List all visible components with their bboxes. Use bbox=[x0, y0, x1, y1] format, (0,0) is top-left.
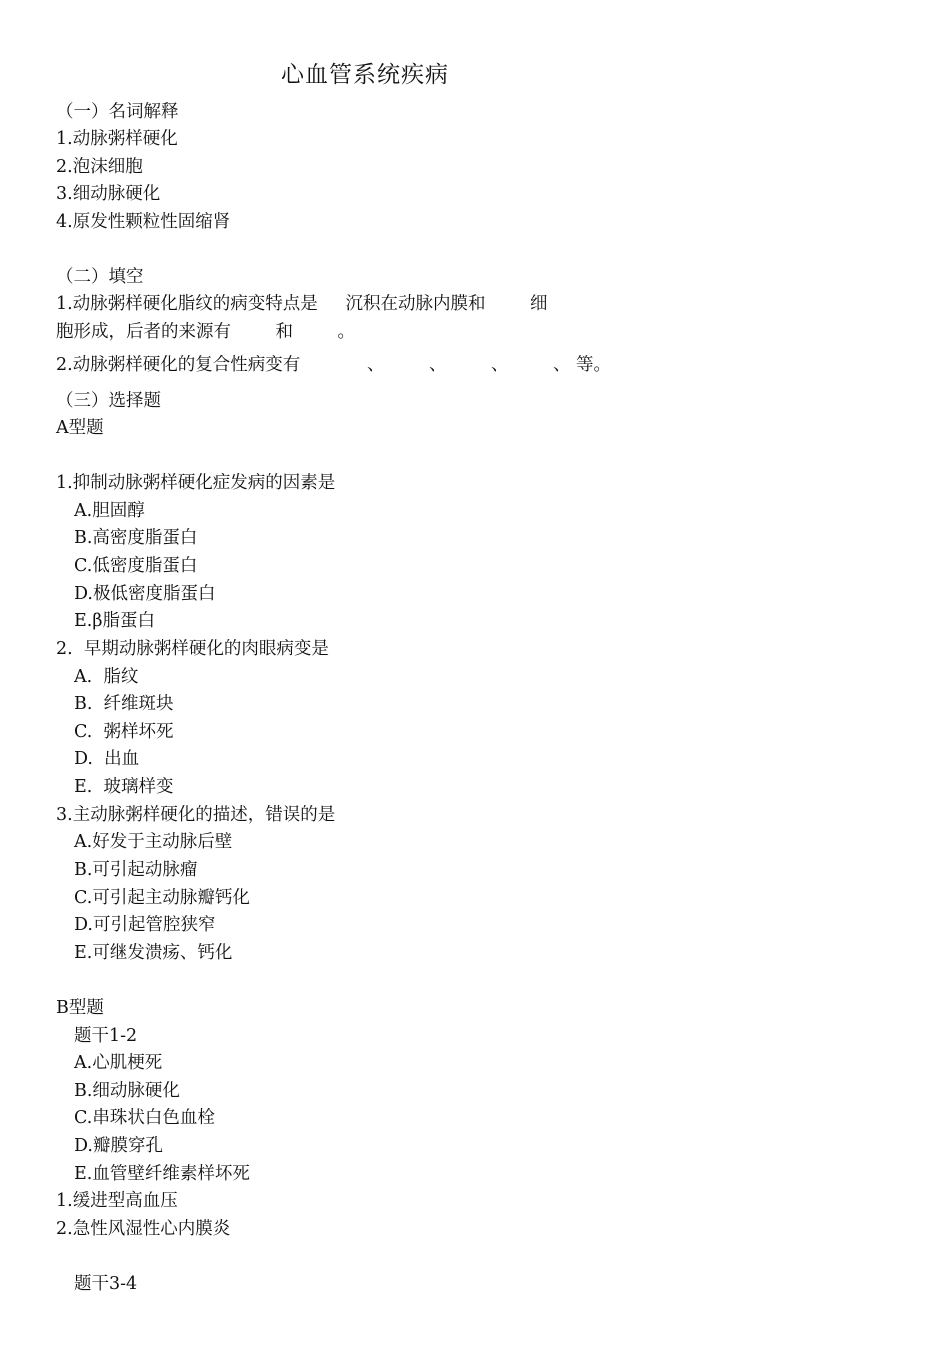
type-b-heading: B型题 bbox=[56, 998, 104, 1018]
question-stem: 3.主动脉粥样硬化的描述，错误的是 bbox=[56, 805, 336, 825]
answer-option: D. 出血 bbox=[74, 749, 140, 769]
term-item: 3.细动脉硬化 bbox=[56, 184, 161, 204]
fill-question-1-line-2: 胞形成，后者的来源有 和 。 bbox=[56, 322, 356, 342]
question-group-stem: 题干3-4 bbox=[74, 1274, 138, 1294]
page-title: 心血管系统疾病 bbox=[281, 62, 449, 88]
answer-option: B.高密度脂蛋白 bbox=[74, 528, 198, 548]
answer-option: D.可引起管腔狭窄 bbox=[74, 915, 216, 935]
fill-question-2: 2.动脉粥样硬化的复合性病变有 、 、 、 、 等。 bbox=[56, 355, 612, 375]
type-a-heading: A型题 bbox=[56, 418, 104, 438]
answer-option: A. 脂纹 bbox=[74, 667, 139, 687]
section-heading-terms: （一）名词解释 bbox=[56, 102, 179, 122]
answer-option: B.可引起动脉瘤 bbox=[74, 860, 198, 880]
answer-option: E.β脂蛋白 bbox=[74, 611, 155, 631]
answer-option: C.低密度脂蛋白 bbox=[74, 556, 198, 576]
answer-option: C.可引起主动脉瓣钙化 bbox=[74, 888, 250, 908]
answer-option: E. 玻璃样变 bbox=[74, 777, 174, 797]
answer-option: C. 粥样坏死 bbox=[74, 722, 174, 742]
fill-question-1-line-1: 1.动脉粥样硬化脂纹的病变特点是 沉积在动脉内膜和 细 bbox=[56, 294, 548, 314]
term-item: 1.动脉粥样硬化 bbox=[56, 129, 178, 149]
term-item: 4.原发性颗粒性固缩肾 bbox=[56, 212, 231, 232]
answer-option: E.血管壁纤维素样坏死 bbox=[74, 1164, 250, 1184]
answer-option: A.胆固醇 bbox=[74, 501, 145, 521]
group-question: 1.缓进型高血压 bbox=[56, 1191, 178, 1211]
answer-option: A.心肌梗死 bbox=[74, 1053, 163, 1073]
section-heading-choice: （三）选择题 bbox=[56, 391, 161, 411]
answer-option: B.细动脉硬化 bbox=[74, 1081, 180, 1101]
group-question: 2.急性风湿性心内膜炎 bbox=[56, 1219, 231, 1239]
term-item: 2.泡沫细胞 bbox=[56, 157, 143, 177]
answer-option: A.好发于主动脉后壁 bbox=[74, 832, 233, 852]
answer-option: C.串珠状白色血栓 bbox=[74, 1108, 215, 1128]
answer-option: B. 纤维斑块 bbox=[74, 694, 174, 714]
question-group-stem: 题干1-2 bbox=[74, 1026, 138, 1046]
question-stem: 2. 早期动脉粥样硬化的肉眼病变是 bbox=[56, 639, 329, 659]
answer-option: E.可继发溃疡、钙化 bbox=[74, 943, 233, 963]
section-heading-fill: （二）填空 bbox=[56, 267, 144, 287]
answer-option: D.瓣膜穿孔 bbox=[74, 1136, 163, 1156]
question-stem: 1.抑制动脉粥样硬化症发病的因素是 bbox=[56, 473, 336, 493]
answer-option: D.极低密度脂蛋白 bbox=[74, 584, 216, 604]
